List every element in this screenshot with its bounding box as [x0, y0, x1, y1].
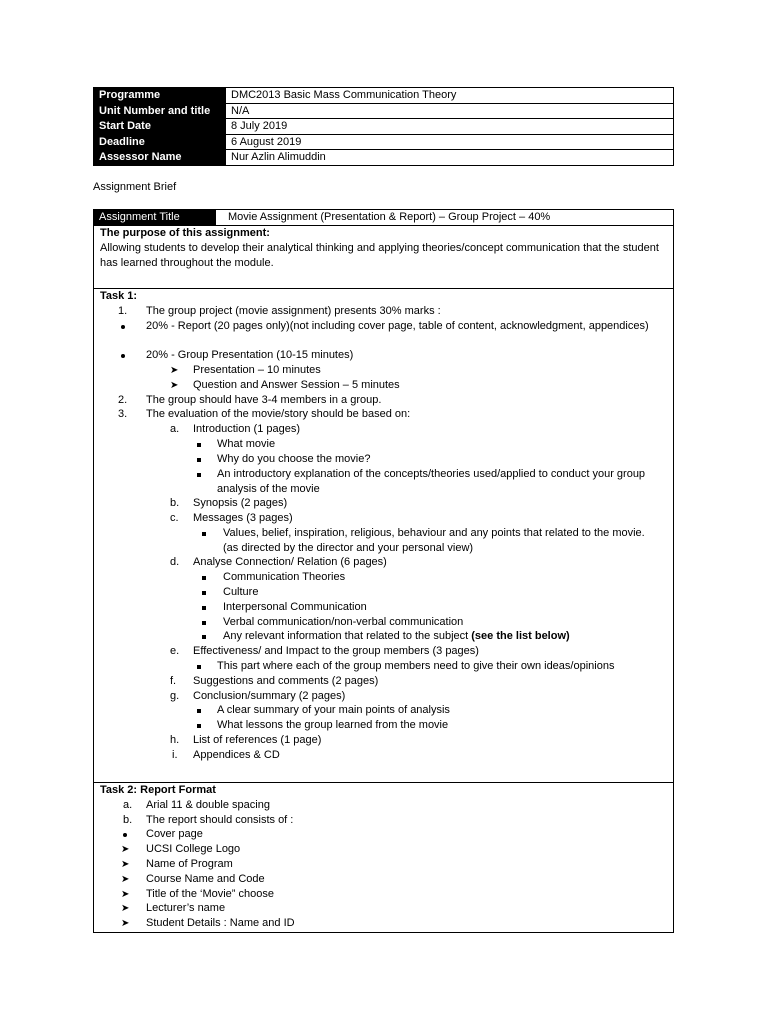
- value-start-date: 8 July 2019: [226, 119, 674, 135]
- list-letter: e.: [170, 645, 180, 658]
- value-assessor: Nur Azlin Alimuddin: [226, 150, 674, 166]
- list-item: [100, 827, 673, 842]
- list-item: [100, 629, 673, 644]
- list-item: [100, 718, 673, 733]
- list-item-text: The evaluation of the movie/story should be based on:: [146, 408, 411, 421]
- arrow-bullet-icon: ➤: [121, 858, 130, 870]
- list-item: [100, 437, 673, 452]
- list-item-text-part: Any relevant information that related to the subject: [223, 630, 472, 643]
- list-item: [100, 748, 673, 763]
- assignment-brief-box: [93, 209, 674, 933]
- list-item-text: What lessons the group learned from the movie: [217, 719, 449, 732]
- list-item: [100, 703, 673, 718]
- square-bullet-icon: [197, 659, 201, 674]
- list-item-text: The report should consists of :: [146, 813, 294, 826]
- list-item-text: Communication Theories: [223, 571, 346, 584]
- square-bullet-icon: [197, 703, 201, 718]
- list-letter: b.: [123, 813, 133, 826]
- bullet-dot-icon: [121, 319, 125, 334]
- list-item: [100, 585, 673, 600]
- list-item-text: What movie: [217, 437, 276, 450]
- list-letter: h.: [170, 733, 180, 746]
- list-item-text: Interpersonal Communication: [223, 600, 367, 613]
- list-item: [100, 407, 673, 422]
- table-row: [94, 103, 674, 119]
- list-item: [100, 600, 673, 615]
- list-letter: i.: [172, 748, 178, 761]
- arrow-bullet-icon: ➤: [121, 888, 130, 900]
- arrow-bullet-icon: ➤: [170, 364, 179, 376]
- list-item-text: Why do you choose the movie?: [217, 452, 371, 465]
- arrow-bullet-icon: ➤: [121, 903, 130, 915]
- list-item-text: Arial 11 & double spacing: [146, 798, 270, 811]
- list-number: 3.: [118, 408, 128, 421]
- list-item: [100, 467, 673, 497]
- list-item: [100, 615, 673, 630]
- table-row: [94, 134, 674, 150]
- list-item-text: Name of Program: [146, 857, 233, 870]
- bullet-dot-icon: [121, 348, 125, 363]
- assignment-title-label: Assignment Title: [94, 210, 215, 225]
- list-item-text: Appendices & CD: [193, 748, 280, 761]
- list-item: [100, 378, 673, 393]
- task2-heading: [100, 783, 673, 798]
- list-item-text: Cover page: [146, 828, 203, 841]
- task2-heading-text: Task 2: Report Format: [100, 784, 216, 796]
- list-item-text: List of references (1 page): [193, 733, 322, 746]
- list-item: [100, 570, 673, 585]
- list-letter: b.: [170, 497, 180, 510]
- arrow-bullet-icon: ➤: [121, 918, 130, 930]
- list-item-text: Messages (3 pages): [193, 511, 293, 524]
- list-item: [100, 555, 673, 570]
- list-item: [100, 526, 673, 556]
- label-start-date: Start Date: [94, 119, 226, 135]
- list-item: [100, 733, 673, 748]
- list-item: [100, 422, 673, 437]
- bullet-dot-icon: [123, 827, 127, 842]
- list-item: [100, 901, 673, 916]
- list-letter: a.: [170, 423, 180, 436]
- list-item-text: This part where each of the group members need to give their own ideas/opinions: [217, 659, 615, 672]
- assignment-brief-caption: Assignment Brief: [93, 181, 177, 193]
- square-bullet-icon: [202, 629, 206, 644]
- list-item-text: Conclusion/summary (2 pages): [193, 689, 346, 702]
- task2-section: [94, 783, 673, 931]
- list-number: 1.: [118, 304, 128, 317]
- arrow-bullet-icon: ➤: [121, 844, 130, 856]
- list-letter: a.: [123, 798, 133, 811]
- list-item: [100, 872, 673, 887]
- square-bullet-icon: [197, 452, 201, 467]
- list-item: [100, 452, 673, 467]
- purpose-section: [94, 226, 673, 289]
- list-item-text: Analyse Connection/ Relation (6 pages): [193, 556, 387, 569]
- value-programme: DMC2013 Basic Mass Communication Theory: [226, 88, 674, 104]
- list-item: [100, 674, 673, 689]
- list-item: [100, 496, 673, 511]
- list-item-text: Verbal communication/non-verbal communication: [223, 615, 464, 628]
- list-item-text: Values, belief, inspiration, religious, behaviour and any points that related to the movie. (as directed by the director and your personal view): [223, 526, 645, 554]
- table-row: [94, 150, 674, 166]
- list-item-text: Lecturer’s name: [146, 902, 226, 915]
- value-deadline: 6 August 2019: [226, 134, 674, 150]
- label-deadline: Deadline: [94, 134, 226, 150]
- list-item-text: Presentation – 10 minutes: [193, 363, 321, 376]
- list-item: [100, 319, 673, 349]
- list-item: [100, 659, 673, 674]
- assignment-info-table: [93, 87, 674, 166]
- see-list-below-note: (see the list below): [471, 630, 570, 643]
- table-row: [94, 88, 674, 104]
- list-item: [100, 304, 673, 319]
- table-row: [94, 119, 674, 135]
- list-letter: d.: [170, 556, 180, 569]
- list-item-text: Effectiveness/ and Impact to the group members (3 pages): [193, 645, 479, 658]
- purpose-heading: The purpose of this assignment:: [100, 227, 270, 239]
- label-unit-number: Unit Number and title: [94, 103, 226, 119]
- label-programme: Programme: [94, 88, 226, 104]
- list-item-text: 20% - Group Presentation (10-15 minutes): [146, 349, 354, 362]
- list-number: 2.: [118, 393, 128, 406]
- arrow-bullet-icon: ➤: [121, 873, 130, 885]
- list-item: [100, 916, 673, 931]
- list-letter: g.: [170, 689, 180, 702]
- value-unit-number: N/A: [226, 103, 674, 119]
- list-item: [100, 798, 673, 813]
- square-bullet-icon: [202, 615, 206, 630]
- task1-section: [94, 289, 673, 783]
- list-item-text: A clear summary of your main points of analysis: [217, 704, 450, 717]
- label-assessor: Assessor Name: [94, 150, 226, 166]
- list-item: [100, 689, 673, 704]
- square-bullet-icon: [202, 570, 206, 585]
- list-item: [100, 813, 673, 828]
- list-item-text: Question and Answer Session – 5 minutes: [193, 378, 400, 391]
- assignment-title-value: Movie Assignment (Presentation & Report) – Group Project – 40%: [215, 210, 550, 225]
- list-item-text: Course Name and Code: [146, 872, 265, 885]
- list-item-text: Title of the ‘Movie” choose: [146, 887, 274, 900]
- square-bullet-icon: [197, 437, 201, 452]
- list-item-text: [223, 629, 570, 644]
- list-item-text: UCSI College Logo: [146, 843, 241, 856]
- list-item: [100, 348, 673, 363]
- list-item: [100, 511, 673, 526]
- square-bullet-icon: [197, 718, 201, 733]
- list-item: [100, 393, 673, 408]
- purpose-text: Allowing students to develop their analytical thinking and applying theories/concept communication that the student has learned throughout the module.: [100, 242, 659, 269]
- list-item-text: The group should have 3-4 members in a group.: [146, 393, 382, 406]
- list-item: [100, 857, 673, 872]
- list-item-text: Introduction (1 pages): [193, 423, 301, 436]
- list-item: [100, 887, 673, 902]
- list-item-text: The group project (movie assignment) presents 30% marks :: [146, 304, 441, 317]
- list-item: [100, 363, 673, 378]
- list-letter: f.: [170, 674, 177, 687]
- arrow-bullet-icon: ➤: [170, 379, 179, 391]
- list-item-text: An introductory explanation of the concepts/theories used/applied to conduct your group analysis of the movie: [217, 467, 646, 495]
- task1-heading-text: Task 1:: [100, 290, 138, 302]
- assignment-title-row: [94, 210, 673, 226]
- list-letter: c.: [170, 511, 179, 524]
- list-item-text: Synopsis (2 pages): [193, 497, 288, 510]
- list-item-text: 20% - Report (20 pages only)(not including cover page, table of content, acknowledgment, appendices): [146, 319, 649, 332]
- square-bullet-icon: [197, 467, 201, 482]
- square-bullet-icon: [202, 600, 206, 615]
- list-item: [100, 644, 673, 659]
- square-bullet-icon: [202, 585, 206, 600]
- square-bullet-icon: [202, 526, 206, 541]
- list-item-text: Suggestions and comments (2 pages): [193, 674, 379, 687]
- list-item: [100, 842, 673, 857]
- list-item-text: Student Details : Name and ID: [146, 917, 295, 930]
- task1-heading: [100, 289, 673, 304]
- list-item-text: Culture: [223, 585, 259, 598]
